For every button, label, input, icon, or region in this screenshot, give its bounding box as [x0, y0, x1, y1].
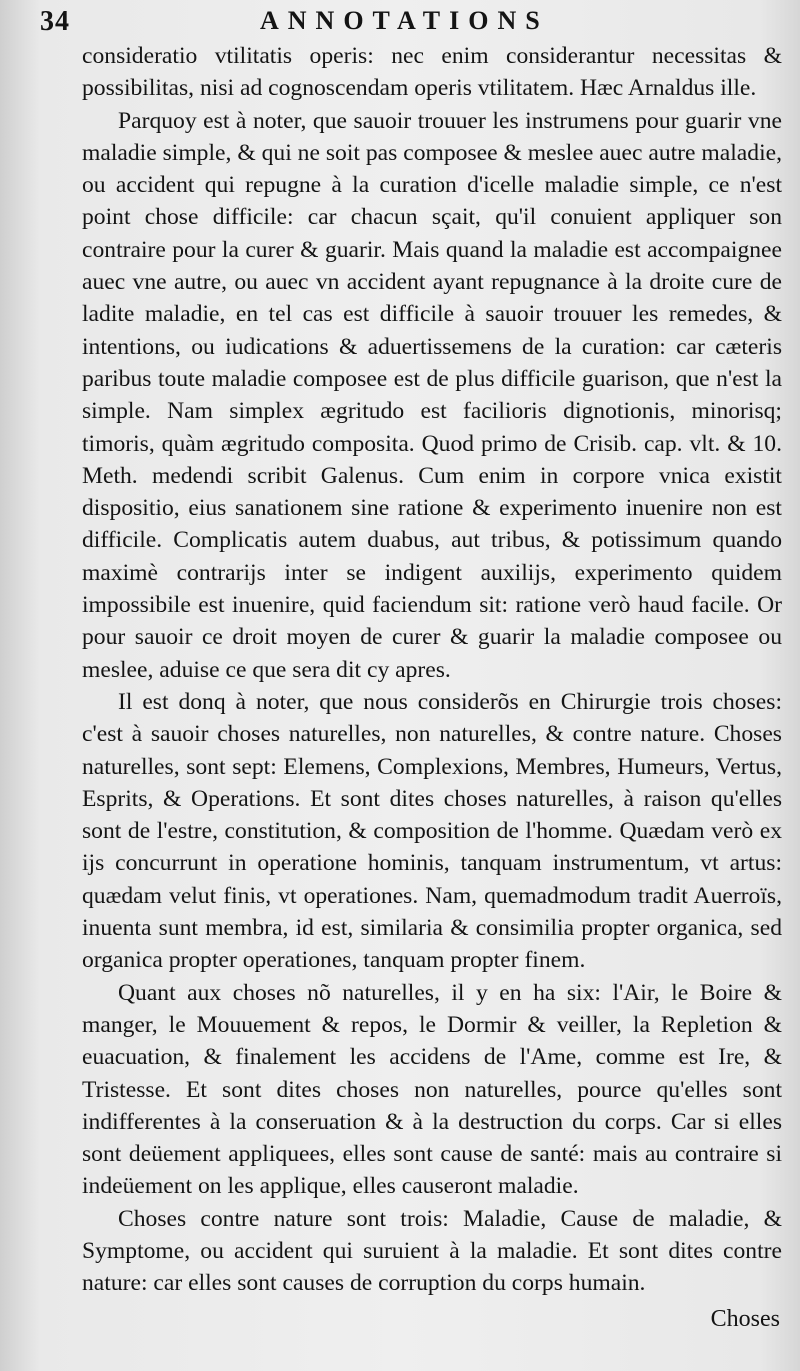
running-head: ANNOTATIONS	[260, 6, 549, 35]
paragraph: Parquoy est à noter, que sauoir trouuer les instrumens pour guarir vne maladie simple, & qui ne soit pas composee & meslee auec autre maladie, ou accident qui repugne à la curation d'icelle maladie simple, ce n'est point chose difficile: car chacun sçait, qu'il conuient appliquer son contraire pour la curer & guarir. Mais quand la maladie est accompaignee auec vne autre, ou auec vn accident ayant repugnance à la droite cure de ladite maladie, en tel cas est difficile à sauoir trouuer les remedes, & intentions, ou iudications & aduertissemens de la curation: car cæteris paribus toute maladie composee est de plus difficile guarison, que n'est la simple. Nam simplex ægritudo est facilioris dignotionis, minorisq; timoris, quàm ægritudo composita. Quod primo de Crisib. cap. vlt. & 10. Meth. medendi scribit Galenus. Cum enim in corpore vnica existit dispositio, eius sanationem sine ratione & experimento inuenire non est difficile. Complicatis autem duabus, aut tribus, & potissimum quando maximè contrarijs inter se indigent auxilijs, experimento quidem impossibile est inuenire, quid faciendum sit: ratione verò haud facile. Or pour sauoir ce droit moyen de curer & guarir la maladie composee ou meslee, aduise ce que sera dit cy apres.	[82, 107, 782, 683]
catchword: Choses	[710, 1306, 780, 1332]
page-number: 34	[40, 6, 70, 37]
paragraph: Choses contre nature sont trois: Maladie, Cause de maladie, & Symptome, ou accident qui suruient à la maladie. Et sont dites contre nature: car elles sont causes de corruption du corps humain.	[82, 1205, 782, 1297]
paragraph-continuation: consideratio vtilitatis operis: nec enim considerantur necessitas & possibilitas, nisi ad cognoscendam operis vtilitatem. Hæc Arnaldus ille.	[82, 43, 782, 102]
page-header	[0, 4, 800, 40]
body-text	[82, 40, 782, 1300]
paragraph: Il est donq à noter, que nous considerõs en Chirurgie trois choses: c'est à sauoir choses naturelles, non naturelles, & contre nature. Choses naturelles, sont sept: Elemens, Complexions, Membres, Humeurs, Vertus, Esprits, & Operations. Et sont dites choses naturelles, à raison qu'elles sont de l'estre, constitution, & composition de l'homme. Quædam verò ex ijs concurrunt in operatione hominis, tanquam instrumentum, vt artus: quædam velut finis, vt operationes. Nam, quemadmodum tradit Auerroïs, inuenta sunt membra, id est, similaria & consimilia propter organica, sed organica propter operationes, tanquam propter finem.	[82, 688, 782, 974]
paragraph: Quant aux choses nõ naturelles, il y en ha six: l'Air, le Boire & manger, le Mouuement & repos, le Dormir & veiller, la Repletion & euacuation, & finalement les accidens de l'Ame, comme est Ire, & Tristesse. Et sont dites choses non naturelles, pource qu'elles sont indifferentes à la conseruation & à la destruction du corps. Car si elles sont deüement appliquees, elles sont cause de santé: mais au contraire si indeüement on les applique, elles causeront maladie.	[82, 979, 782, 1200]
